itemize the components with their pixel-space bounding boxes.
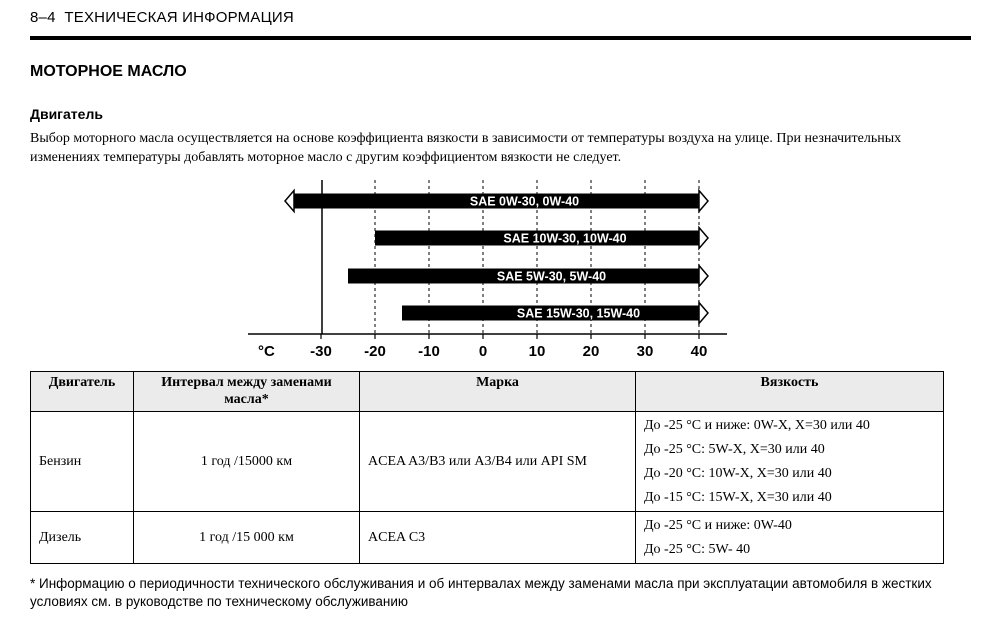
viscosity-bar bbox=[375, 228, 708, 249]
tick-label: -10 bbox=[418, 343, 440, 360]
bar-label: SAE 15W-30, 15W-40 bbox=[516, 306, 641, 321]
right-arrowhead bbox=[699, 228, 708, 249]
right-arrowhead bbox=[699, 191, 708, 212]
oil-spec-table bbox=[30, 371, 944, 564]
page-title: МОТОРНОЕ МАСЛО bbox=[30, 63, 187, 80]
viscosity-line: До -25 °C и ниже: 0W-40 bbox=[644, 517, 792, 533]
viscosity-line: До -25 °C: 5W- 40 bbox=[644, 541, 751, 557]
tick-label: 10 bbox=[528, 343, 546, 360]
right-arrowhead bbox=[699, 266, 708, 287]
table-row bbox=[31, 512, 944, 564]
bar-label: SAE 5W-30, 5W-40 bbox=[496, 269, 607, 284]
viscosity-cell bbox=[636, 412, 944, 512]
viscosity-cell bbox=[636, 512, 944, 564]
table-header-row bbox=[31, 372, 944, 412]
tick-label: 30 bbox=[636, 343, 654, 360]
tick-label: 20 bbox=[582, 343, 600, 360]
tick-label: 40 bbox=[690, 343, 708, 360]
viscosity-line: До -25 °C: 5W-X, X=30 или 40 bbox=[644, 441, 825, 457]
brand-cell: ACEA A3/B3 или A3/B4 или API SM bbox=[360, 412, 636, 512]
viscosity-line: До -25 °C и ниже: 0W-X, X=30 или 40 bbox=[644, 417, 870, 433]
brand-cell: ACEA C3 bbox=[360, 512, 636, 564]
viscosity-line: До -15 °C: 15W-X, X=30 или 40 bbox=[644, 489, 832, 505]
viscosity-bar bbox=[402, 303, 708, 324]
viscosity-bar bbox=[348, 266, 708, 287]
unit-label: °C bbox=[258, 343, 275, 360]
interval-cell: 1 год /15 000 км bbox=[134, 512, 360, 564]
subheading: Двигатель bbox=[30, 106, 103, 122]
bar-label: SAE 10W-30, 10W-40 bbox=[503, 231, 627, 246]
section-name: ТЕХНИЧЕСКАЯ ИНФОРМАЦИЯ bbox=[64, 9, 294, 26]
bar-label: SAE 0W-30, 0W-40 bbox=[469, 194, 580, 209]
col-header-brand: Марка bbox=[360, 372, 636, 412]
interval-cell: 1 год /15000 км bbox=[134, 412, 360, 512]
col-header-interval: Интервал между заменами масла* bbox=[134, 372, 360, 412]
table-row bbox=[31, 412, 944, 512]
page-number: 8–4 bbox=[30, 9, 56, 26]
tick-label: -30 bbox=[310, 343, 332, 360]
left-arrowhead bbox=[285, 191, 294, 212]
chart-tick-labels bbox=[310, 334, 707, 360]
tick-label: 0 bbox=[478, 343, 488, 360]
footnote-line: условиях см. в руководстве по техническому обслуживанию bbox=[30, 594, 409, 609]
viscosity-bar bbox=[285, 191, 708, 212]
col-header-engine: Двигатель bbox=[31, 372, 134, 412]
footnote bbox=[30, 575, 980, 611]
col-header-viscosity: Вязкость bbox=[636, 372, 944, 412]
viscosity-line: До -20 °C: 10W-X, X=30 или 40 bbox=[644, 465, 832, 481]
intro-line: Выбор моторного масла осуществляется на основе коэффициента вязкости в зависимости от температуры воздуха на улице. При незначительных bbox=[30, 131, 902, 146]
intro-line: изменениях температуры добавлять моторное масло с другим коэффициентом вязкости не следует. bbox=[30, 150, 622, 165]
footnote-line: * Информацию о периодичности технического обслуживания и об интервалах между заменами масла при эксплуатации автомобиля в жестких bbox=[30, 576, 932, 591]
engine-cell: Бензин bbox=[31, 412, 134, 512]
tick-label: -20 bbox=[364, 343, 386, 360]
right-arrowhead bbox=[699, 303, 708, 324]
engine-cell: Дизель bbox=[31, 512, 134, 564]
